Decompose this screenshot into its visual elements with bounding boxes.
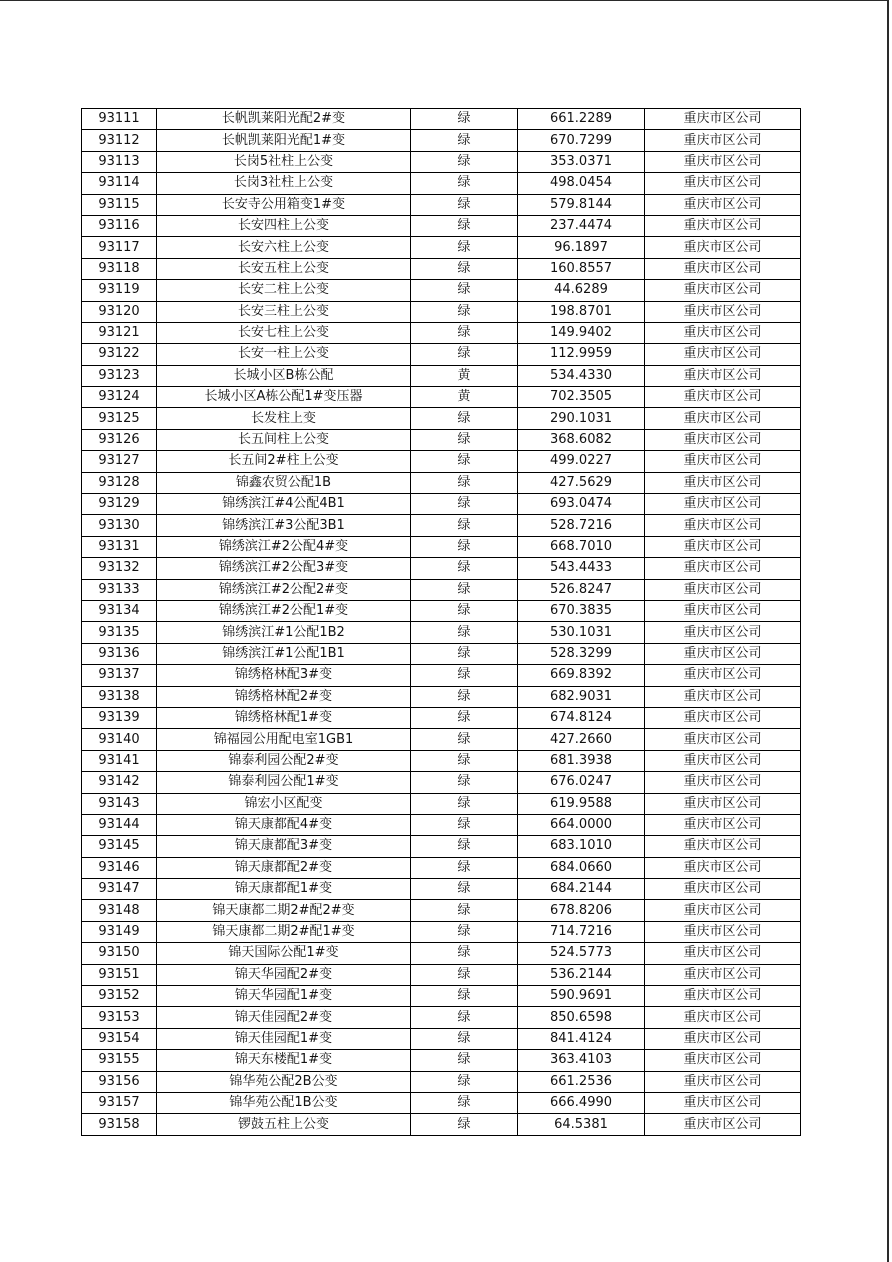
- cell-value: 112.9959: [518, 344, 645, 365]
- cell-id: 93113: [82, 151, 157, 172]
- cell-id: 93134: [82, 600, 157, 621]
- cell-value: 237.4474: [518, 215, 645, 236]
- cell-name: 锦天康都配4#变: [157, 814, 411, 835]
- cell-company: 重庆市区公司: [645, 301, 801, 322]
- cell-name: 长安二柱上公变: [157, 280, 411, 301]
- cell-name: 锦福园公用配电室1GB1: [157, 729, 411, 750]
- table-row: [82, 322, 801, 343]
- cell-id: 93152: [82, 986, 157, 1007]
- cell-company: 重庆市区公司: [645, 729, 801, 750]
- cell-value: 427.5629: [518, 472, 645, 493]
- cell-company: 重庆市区公司: [645, 986, 801, 1007]
- cell-id: 93140: [82, 729, 157, 750]
- table-row: [82, 151, 801, 172]
- cell-status-color: 绿: [411, 879, 518, 900]
- cell-company: 重庆市区公司: [645, 1092, 801, 1113]
- cell-company: 重庆市区公司: [645, 814, 801, 835]
- table-row: [82, 173, 801, 194]
- table-row: [82, 280, 801, 301]
- cell-value: 160.8557: [518, 258, 645, 279]
- cell-status-color: 绿: [411, 1092, 518, 1113]
- cell-id: 93141: [82, 750, 157, 771]
- cell-value: 850.6598: [518, 1007, 645, 1028]
- cell-value: 684.2144: [518, 879, 645, 900]
- cell-name: 长安六柱上公变: [157, 237, 411, 258]
- cell-company: 重庆市区公司: [645, 130, 801, 151]
- cell-id: 93156: [82, 1071, 157, 1092]
- cell-id: 93126: [82, 429, 157, 450]
- cell-status-color: 黄: [411, 365, 518, 386]
- cell-status-color: 绿: [411, 301, 518, 322]
- cell-company: 重庆市区公司: [645, 921, 801, 942]
- cell-value: 526.8247: [518, 579, 645, 600]
- cell-id: 93147: [82, 879, 157, 900]
- cell-id: 93116: [82, 215, 157, 236]
- cell-value: 534.4330: [518, 365, 645, 386]
- cell-company: 重庆市区公司: [645, 536, 801, 557]
- cell-status-color: 绿: [411, 921, 518, 942]
- cell-status-color: 绿: [411, 772, 518, 793]
- table-row: [82, 109, 801, 130]
- cell-id: 93124: [82, 387, 157, 408]
- cell-name: 长岗3社柱上公变: [157, 173, 411, 194]
- cell-status-color: 绿: [411, 215, 518, 236]
- cell-id: 93139: [82, 707, 157, 728]
- cell-status-color: 绿: [411, 1007, 518, 1028]
- table-row: [82, 879, 801, 900]
- cell-status-color: 绿: [411, 686, 518, 707]
- cell-value: 543.4433: [518, 558, 645, 579]
- cell-company: 重庆市区公司: [645, 215, 801, 236]
- cell-company: 重庆市区公司: [645, 772, 801, 793]
- cell-id: 93158: [82, 1114, 157, 1135]
- cell-value: 536.2144: [518, 964, 645, 985]
- cell-status-color: 绿: [411, 130, 518, 151]
- cell-name: 长安五柱上公变: [157, 258, 411, 279]
- table-row: [82, 1007, 801, 1028]
- cell-status-color: 绿: [411, 707, 518, 728]
- cell-company: 重庆市区公司: [645, 322, 801, 343]
- cell-status-color: 绿: [411, 793, 518, 814]
- cell-value: 666.4990: [518, 1092, 645, 1113]
- cell-name: 锦天康都配3#变: [157, 836, 411, 857]
- cell-status-color: 绿: [411, 429, 518, 450]
- cell-status-color: 绿: [411, 1071, 518, 1092]
- table-row: [82, 344, 801, 365]
- table-row: [82, 900, 801, 921]
- cell-value: 668.7010: [518, 536, 645, 557]
- cell-value: 684.0660: [518, 857, 645, 878]
- cell-company: 重庆市区公司: [645, 494, 801, 515]
- table-row: [82, 387, 801, 408]
- cell-status-color: 绿: [411, 1028, 518, 1049]
- table-row: [82, 665, 801, 686]
- cell-status-color: 绿: [411, 643, 518, 664]
- cell-company: 重庆市区公司: [645, 1050, 801, 1071]
- cell-company: 重庆市区公司: [645, 258, 801, 279]
- cell-value: 693.0474: [518, 494, 645, 515]
- cell-name: 锦绣格林配3#变: [157, 665, 411, 686]
- cell-status-color: 绿: [411, 451, 518, 472]
- cell-name: 锦天佳园配1#变: [157, 1028, 411, 1049]
- cell-value: 353.0371: [518, 151, 645, 172]
- cell-company: 重庆市区公司: [645, 1007, 801, 1028]
- cell-status-color: 绿: [411, 173, 518, 194]
- cell-id: 93112: [82, 130, 157, 151]
- cell-status-color: 绿: [411, 109, 518, 130]
- table-row: [82, 793, 801, 814]
- cell-name: 锦泰利园公配2#变: [157, 750, 411, 771]
- cell-value: 661.2536: [518, 1071, 645, 1092]
- table-row: [82, 408, 801, 429]
- cell-id: 93123: [82, 365, 157, 386]
- table-row: [82, 836, 801, 857]
- cell-value: 44.6289: [518, 280, 645, 301]
- cell-name: 锦绣滨江#2公配1#变: [157, 600, 411, 621]
- cell-value: 681.3938: [518, 750, 645, 771]
- cell-value: 64.5381: [518, 1114, 645, 1135]
- cell-company: 重庆市区公司: [645, 280, 801, 301]
- cell-status-color: 绿: [411, 750, 518, 771]
- cell-company: 重庆市区公司: [645, 579, 801, 600]
- cell-value: 363.4103: [518, 1050, 645, 1071]
- cell-name: 长安一柱上公变: [157, 344, 411, 365]
- table-row: [82, 707, 801, 728]
- cell-name: 锦绣滨江#2公配3#变: [157, 558, 411, 579]
- cell-company: 重庆市区公司: [645, 943, 801, 964]
- table-row: [82, 943, 801, 964]
- cell-value: 841.4124: [518, 1028, 645, 1049]
- cell-name: 锦绣格林配1#变: [157, 707, 411, 728]
- cell-company: 重庆市区公司: [645, 429, 801, 450]
- cell-company: 重庆市区公司: [645, 451, 801, 472]
- cell-status-color: 绿: [411, 814, 518, 835]
- cell-id: 93129: [82, 494, 157, 515]
- cell-id: 93150: [82, 943, 157, 964]
- cell-status-color: 绿: [411, 408, 518, 429]
- cell-name: 锦绣格林配2#变: [157, 686, 411, 707]
- cell-status-color: 绿: [411, 857, 518, 878]
- cell-name: 长发柱上变: [157, 408, 411, 429]
- table-row: [82, 686, 801, 707]
- cell-status-color: 绿: [411, 194, 518, 215]
- cell-value: 290.1031: [518, 408, 645, 429]
- cell-name: 锦天华园配1#变: [157, 986, 411, 1007]
- cell-name: 长城小区B栋公配: [157, 365, 411, 386]
- cell-id: 93142: [82, 772, 157, 793]
- cell-name: 锦绣滨江#2公配4#变: [157, 536, 411, 557]
- cell-company: 重庆市区公司: [645, 408, 801, 429]
- cell-value: 682.9031: [518, 686, 645, 707]
- cell-value: 368.6082: [518, 429, 645, 450]
- table-row: [82, 1092, 801, 1113]
- cell-id: 93153: [82, 1007, 157, 1028]
- table-row: [82, 986, 801, 1007]
- cell-name: 锦天东楼配1#变: [157, 1050, 411, 1071]
- cell-company: 重庆市区公司: [645, 173, 801, 194]
- table-row: [82, 643, 801, 664]
- table-row: [82, 622, 801, 643]
- cell-id: 93133: [82, 579, 157, 600]
- cell-id: 93151: [82, 964, 157, 985]
- table-row: [82, 494, 801, 515]
- cell-id: 93115: [82, 194, 157, 215]
- cell-name: 长五间2#柱上公变: [157, 451, 411, 472]
- cell-company: 重庆市区公司: [645, 964, 801, 985]
- cell-company: 重庆市区公司: [645, 151, 801, 172]
- cell-company: 重庆市区公司: [645, 558, 801, 579]
- cell-id: 93154: [82, 1028, 157, 1049]
- cell-value: 498.0454: [518, 173, 645, 194]
- cell-value: 619.9588: [518, 793, 645, 814]
- cell-name: 锦绣滨江#4公配4B1: [157, 494, 411, 515]
- cell-name: 锦宏小区配变: [157, 793, 411, 814]
- cell-value: 499.0227: [518, 451, 645, 472]
- cell-value: 579.8144: [518, 194, 645, 215]
- cell-name: 锦绣滨江#3公配3B1: [157, 515, 411, 536]
- cell-id: 93117: [82, 237, 157, 258]
- cell-id: 93143: [82, 793, 157, 814]
- cell-name: 锦华苑公配1B公变: [157, 1092, 411, 1113]
- cell-company: 重庆市区公司: [645, 109, 801, 130]
- cell-id: 93127: [82, 451, 157, 472]
- cell-status-color: 绿: [411, 579, 518, 600]
- table-row: [82, 1028, 801, 1049]
- cell-name: 锦天康都二期2#配1#变: [157, 921, 411, 942]
- cell-value: 702.3505: [518, 387, 645, 408]
- cell-status-color: 绿: [411, 1114, 518, 1135]
- cell-value: 528.7216: [518, 515, 645, 536]
- cell-company: 重庆市区公司: [645, 472, 801, 493]
- cell-name: 锦华苑公配2B公变: [157, 1071, 411, 1092]
- cell-name: 锦鑫农贸公配1B: [157, 472, 411, 493]
- cell-company: 重庆市区公司: [645, 237, 801, 258]
- cell-status-color: 绿: [411, 151, 518, 172]
- table-row: [82, 1050, 801, 1071]
- cell-company: 重庆市区公司: [645, 879, 801, 900]
- cell-status-color: 绿: [411, 1050, 518, 1071]
- cell-status-color: 绿: [411, 472, 518, 493]
- cell-name: 锣鼓五柱上公变: [157, 1114, 411, 1135]
- cell-company: 重庆市区公司: [645, 857, 801, 878]
- cell-id: 93131: [82, 536, 157, 557]
- table-row: [82, 1114, 801, 1135]
- table-row: [82, 258, 801, 279]
- cell-company: 重庆市区公司: [645, 686, 801, 707]
- table-row: [82, 729, 801, 750]
- cell-value: 670.7299: [518, 130, 645, 151]
- table-body: [82, 109, 801, 1136]
- table-row: [82, 964, 801, 985]
- cell-value: 96.1897: [518, 237, 645, 258]
- cell-name: 锦天康都配1#变: [157, 879, 411, 900]
- cell-id: 93120: [82, 301, 157, 322]
- cell-value: 661.2289: [518, 109, 645, 130]
- cell-company: 重庆市区公司: [645, 600, 801, 621]
- cell-id: 93118: [82, 258, 157, 279]
- table-row: [82, 772, 801, 793]
- cell-company: 重庆市区公司: [645, 1114, 801, 1135]
- cell-name: 锦天华园配2#变: [157, 964, 411, 985]
- cell-name: 锦天佳园配2#变: [157, 1007, 411, 1028]
- table-row: [82, 472, 801, 493]
- table-row: [82, 814, 801, 835]
- cell-id: 93148: [82, 900, 157, 921]
- cell-value: 528.3299: [518, 643, 645, 664]
- table-row: [82, 515, 801, 536]
- cell-id: 93144: [82, 814, 157, 835]
- cell-status-color: 绿: [411, 344, 518, 365]
- cell-status-color: 黄: [411, 387, 518, 408]
- cell-company: 重庆市区公司: [645, 194, 801, 215]
- table-row: [82, 194, 801, 215]
- cell-status-color: 绿: [411, 280, 518, 301]
- cell-id: 93128: [82, 472, 157, 493]
- cell-value: 198.8701: [518, 301, 645, 322]
- cell-status-color: 绿: [411, 729, 518, 750]
- table-row: [82, 365, 801, 386]
- cell-value: 676.0247: [518, 772, 645, 793]
- cell-id: 93157: [82, 1092, 157, 1113]
- cell-name: 长安三柱上公变: [157, 301, 411, 322]
- cell-company: 重庆市区公司: [645, 707, 801, 728]
- cell-value: 590.9691: [518, 986, 645, 1007]
- cell-company: 重庆市区公司: [645, 665, 801, 686]
- table-row: [82, 579, 801, 600]
- cell-id: 93122: [82, 344, 157, 365]
- table-row: [82, 558, 801, 579]
- cell-name: 锦天国际公配1#变: [157, 943, 411, 964]
- cell-status-color: 绿: [411, 836, 518, 857]
- cell-status-color: 绿: [411, 600, 518, 621]
- cell-status-color: 绿: [411, 964, 518, 985]
- cell-status-color: 绿: [411, 515, 518, 536]
- cell-company: 重庆市区公司: [645, 836, 801, 857]
- cell-value: 669.8392: [518, 665, 645, 686]
- table-row: [82, 130, 801, 151]
- cell-company: 重庆市区公司: [645, 365, 801, 386]
- cell-company: 重庆市区公司: [645, 900, 801, 921]
- cell-name: 长安寺公用箱变1#变: [157, 194, 411, 215]
- table-row: [82, 600, 801, 621]
- cell-id: 93149: [82, 921, 157, 942]
- cell-company: 重庆市区公司: [645, 344, 801, 365]
- table-row: [82, 536, 801, 557]
- cell-value: 683.1010: [518, 836, 645, 857]
- cell-id: 93155: [82, 1050, 157, 1071]
- table-row: [82, 429, 801, 450]
- cell-name: 锦绣滨江#2公配2#变: [157, 579, 411, 600]
- cell-company: 重庆市区公司: [645, 1071, 801, 1092]
- cell-name: 锦绣滨江#1公配1B2: [157, 622, 411, 643]
- cell-id: 93146: [82, 857, 157, 878]
- table-row: [82, 857, 801, 878]
- cell-id: 93136: [82, 643, 157, 664]
- cell-status-color: 绿: [411, 322, 518, 343]
- cell-id: 93119: [82, 280, 157, 301]
- cell-status-color: 绿: [411, 900, 518, 921]
- cell-company: 重庆市区公司: [645, 515, 801, 536]
- cell-status-color: 绿: [411, 494, 518, 515]
- cell-id: 93121: [82, 322, 157, 343]
- cell-status-color: 绿: [411, 622, 518, 643]
- cell-value: 678.8206: [518, 900, 645, 921]
- cell-value: 670.3835: [518, 600, 645, 621]
- cell-id: 93125: [82, 408, 157, 429]
- cell-id: 93135: [82, 622, 157, 643]
- cell-name: 长帆凯莱阳光配2#变: [157, 109, 411, 130]
- table-row: [82, 1071, 801, 1092]
- cell-name: 长帆凯莱阳光配1#变: [157, 130, 411, 151]
- cell-id: 93145: [82, 836, 157, 857]
- table-row: [82, 451, 801, 472]
- cell-value: 714.7216: [518, 921, 645, 942]
- cell-name: 长城小区A栋公配1#变压器: [157, 387, 411, 408]
- cell-company: 重庆市区公司: [645, 750, 801, 771]
- cell-value: 427.2660: [518, 729, 645, 750]
- cell-value: 524.5773: [518, 943, 645, 964]
- table-row: [82, 215, 801, 236]
- cell-value: 674.8124: [518, 707, 645, 728]
- cell-company: 重庆市区公司: [645, 387, 801, 408]
- cell-value: 530.1031: [518, 622, 645, 643]
- cell-name: 锦泰利园公配1#变: [157, 772, 411, 793]
- cell-value: 664.0000: [518, 814, 645, 835]
- table-row: [82, 301, 801, 322]
- cell-id: 93132: [82, 558, 157, 579]
- data-table: [81, 108, 801, 1136]
- cell-status-color: 绿: [411, 558, 518, 579]
- cell-status-color: 绿: [411, 536, 518, 557]
- cell-status-color: 绿: [411, 237, 518, 258]
- cell-id: 93137: [82, 665, 157, 686]
- cell-id: 93111: [82, 109, 157, 130]
- cell-name: 长安七柱上公变: [157, 322, 411, 343]
- cell-company: 重庆市区公司: [645, 622, 801, 643]
- cell-status-color: 绿: [411, 665, 518, 686]
- cell-name: 长五间柱上公变: [157, 429, 411, 450]
- cell-id: 93114: [82, 173, 157, 194]
- cell-value: 149.9402: [518, 322, 645, 343]
- cell-name: 锦天康都二期2#配2#变: [157, 900, 411, 921]
- cell-status-color: 绿: [411, 943, 518, 964]
- cell-name: 长岗5社柱上公变: [157, 151, 411, 172]
- cell-status-color: 绿: [411, 986, 518, 1007]
- cell-company: 重庆市区公司: [645, 643, 801, 664]
- table-row: [82, 237, 801, 258]
- cell-company: 重庆市区公司: [645, 793, 801, 814]
- cell-id: 93138: [82, 686, 157, 707]
- table-row: [82, 750, 801, 771]
- cell-id: 93130: [82, 515, 157, 536]
- cell-name: 长安四柱上公变: [157, 215, 411, 236]
- cell-company: 重庆市区公司: [645, 1028, 801, 1049]
- cell-name: 锦绣滨江#1公配1B1: [157, 643, 411, 664]
- cell-status-color: 绿: [411, 258, 518, 279]
- cell-name: 锦天康都配2#变: [157, 857, 411, 878]
- table-row: [82, 921, 801, 942]
